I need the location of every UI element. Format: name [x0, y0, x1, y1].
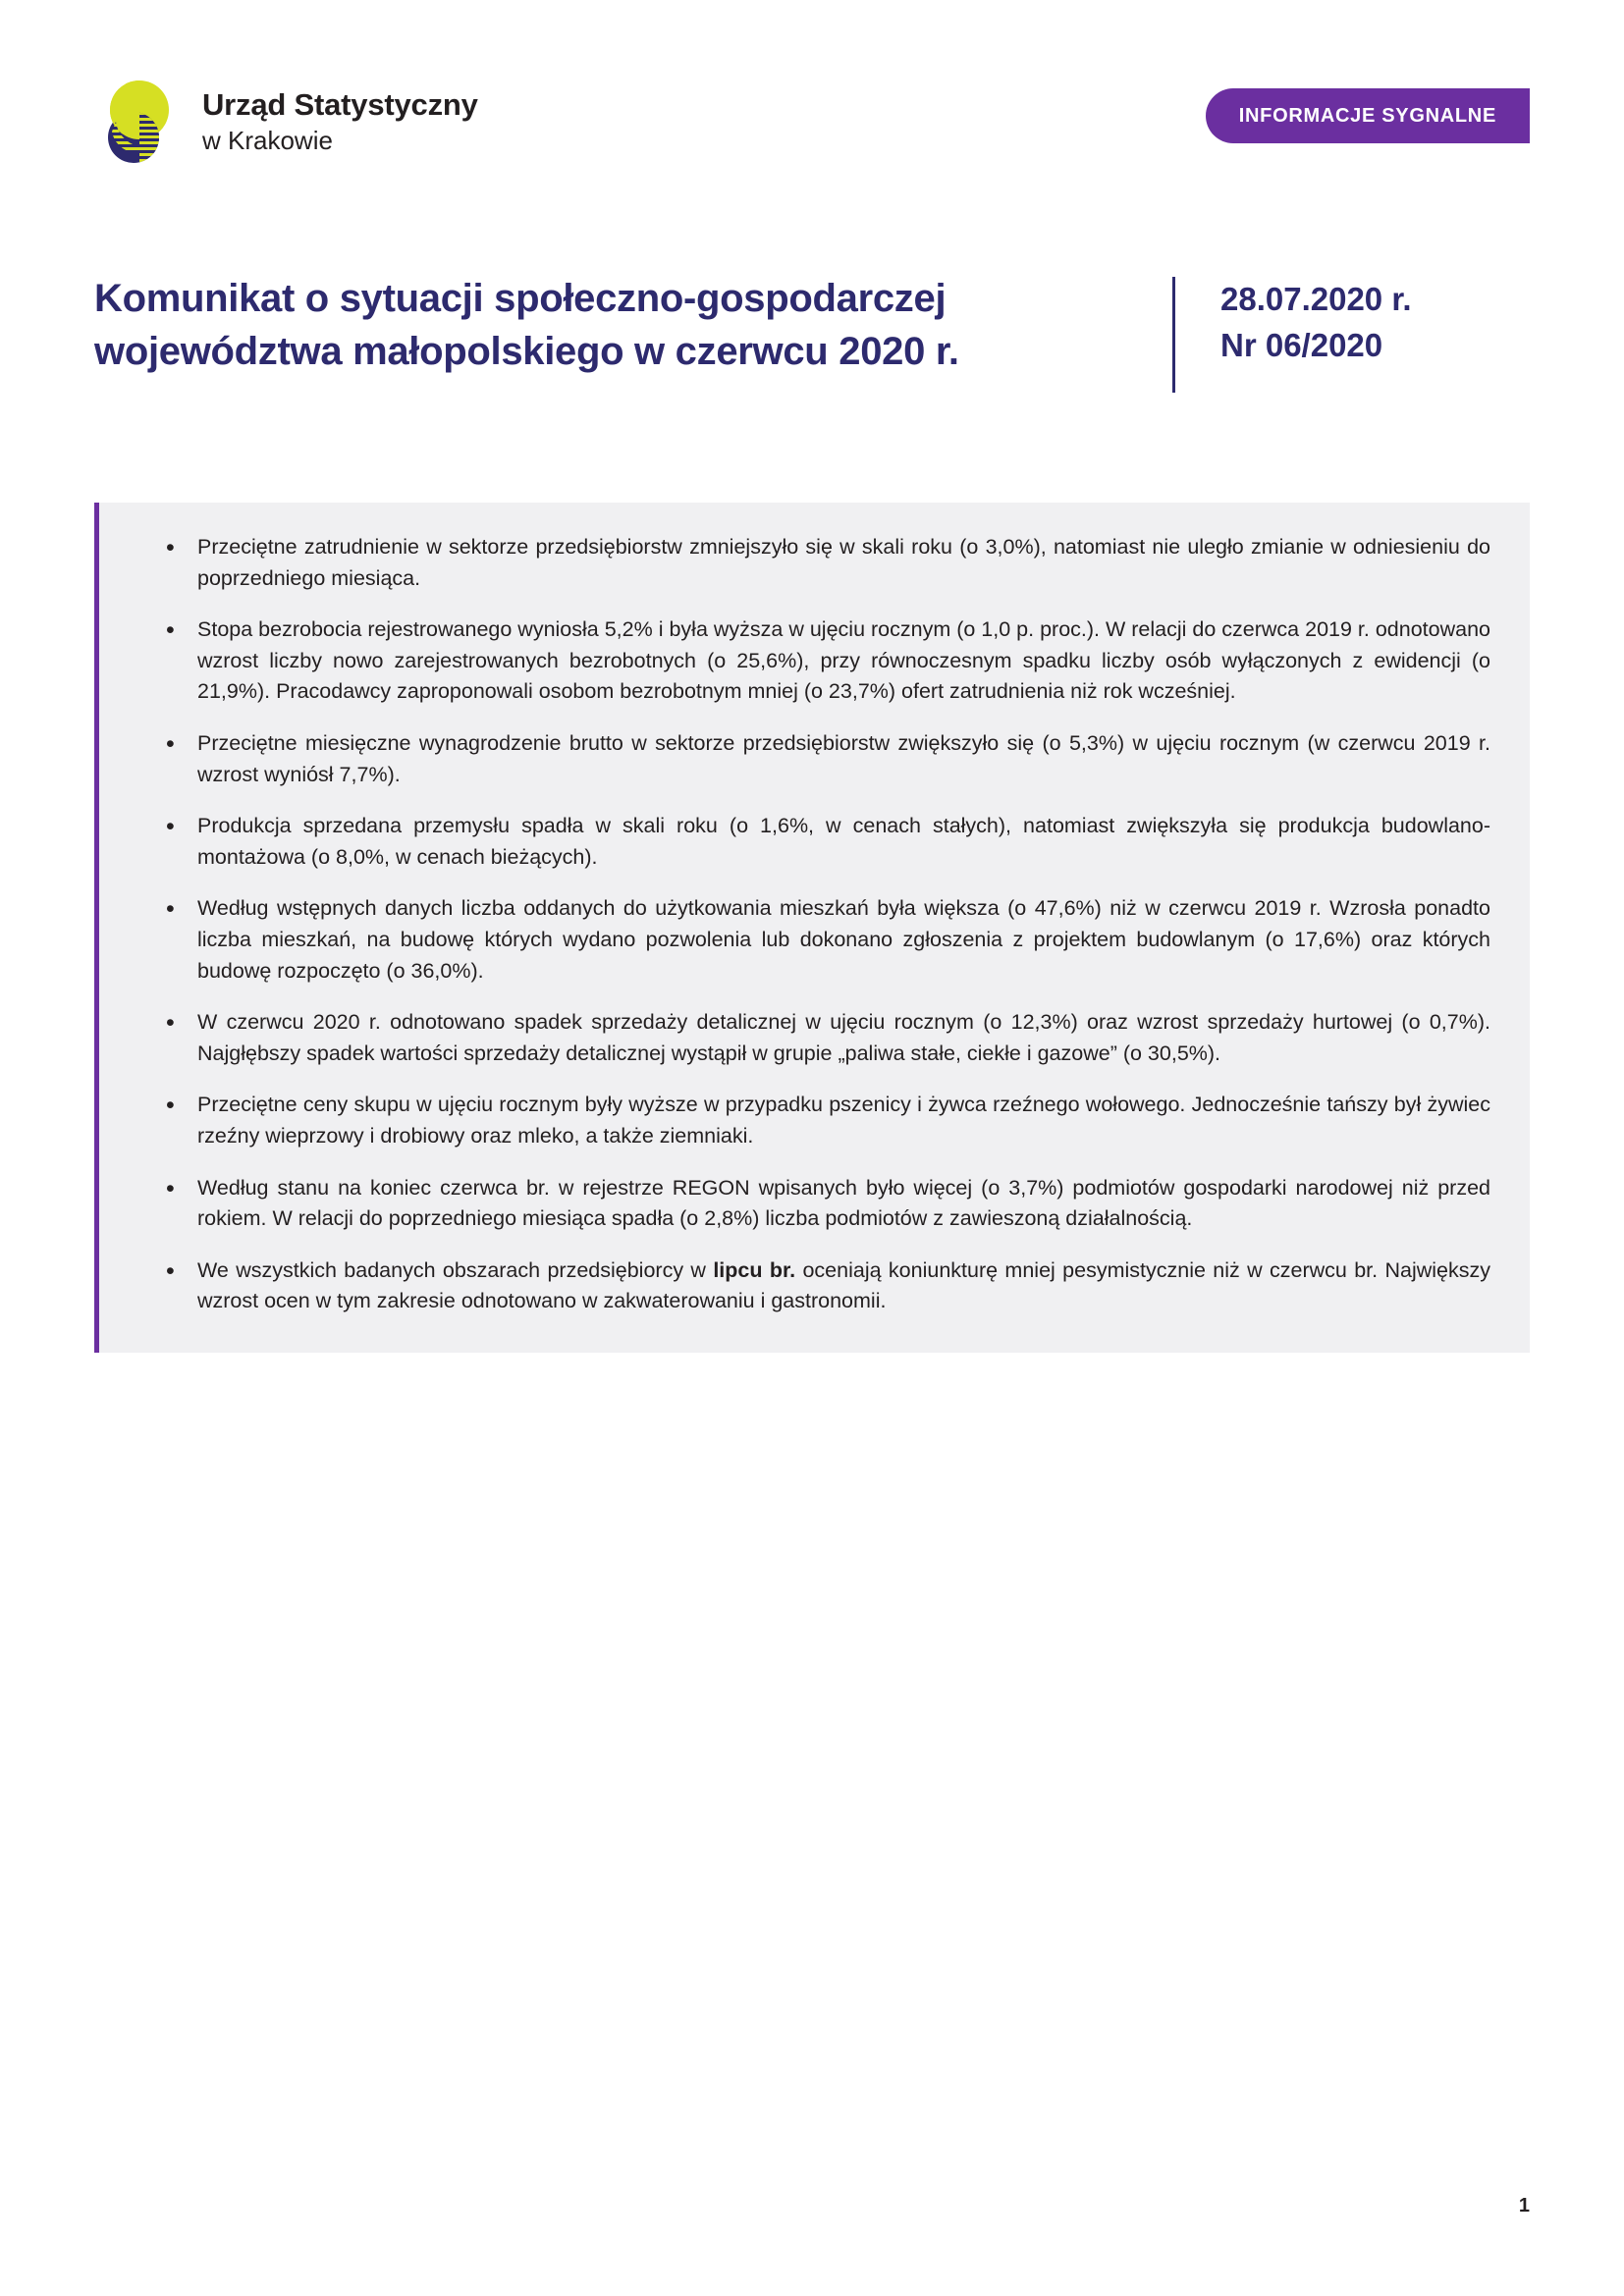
title-row: [94, 273, 1530, 399]
list-item-text-bold: lipcu br.: [713, 1257, 796, 1282]
list-item-text-pre: We wszystkich badanych obszarach przedsiębiorcy w: [197, 1257, 714, 1282]
organization-logo: [94, 77, 478, 167]
list-item: • Według wstępnych danych liczba oddanych do użytkowania mieszkań była większa (o 47,6%) niż w czerwcu 2019 r. Wzrosła ponadto liczba mieszkań, na budowę których wydano pozwolenia lub dokonano zgłoszenia z projektem budowlanym (o 17,6%) oraz których budowę rozpoczęto (o 36,0%).: [133, 893, 1490, 987]
list-item: • Przeciętne miesięczne wynagrodzenie brutto w sektorze przedsiębiorstw zwiększyło się (o 5,3%) w ujęciu rocznym (w czerwcu 2019 r. wzrost wyniósł 7,7%).: [133, 728, 1490, 790]
list-item: • Stopa bezrobocia rejestrowanego wyniosła 5,2% i była wyższa w ujęciu rocznym (o 1,0 p. proc.). W relacji do czerwca 2019 r. odnotowano wzrost liczby nowo zarejestrowanych bezrobotnych (o 25,6%), przy równoczesnym spadku liczby osób wyłączonych z ewidencji (o 21,9%). Pracodawcy zaproponowali osobom bezrobotnym mniej (o 23,7%) ofert zatrudnienia niż rok wcześniej.: [133, 614, 1490, 708]
title-divider: [1172, 277, 1175, 393]
issue-number: Nr 06/2020: [1220, 326, 1383, 363]
page-number: 1: [1518, 2195, 1530, 2216]
logo-line-1: Urząd Statystyczny: [202, 87, 478, 123]
page-title-line-2: województwa małopolskiego w czerwcu 2020 r.: [94, 329, 959, 373]
logo-line-2: w Krakowie: [202, 125, 333, 155]
list-item: • Produkcja sprzedana przemysłu spadła w skali roku (o 1,6%, w cenach stałych), natomiast zwiększyła się produkcja budowlano-montażowa (o 8,0%, w cenach bieżących).: [133, 811, 1490, 873]
us-krakow-logo-icon: [94, 77, 185, 167]
page-header: [94, 77, 1530, 194]
highlights-list: [133, 532, 1490, 1317]
list-item: • W czerwcu 2020 r. odnotowano spadek sprzedaży detalicznej w ujęciu rocznym (o 12,3%) oraz wzrost sprzedaży hurtowej (o 0,7%). Najgłębszy spadek wartości sprzedaży detalicznej wystąpił w grupie „paliwa stałe, ciekłe i gazowe” (o 30,5%).: [133, 1007, 1490, 1069]
list-item: • Przeciętne zatrudnienie w sektorze przedsiębiorstw zmniejszyło się w skali roku (o 3,0%), natomiast nie uległo zmianie w odniesieniu do poprzedniego miesiąca.: [133, 532, 1490, 594]
document-meta: [1220, 273, 1412, 369]
page-title-line-1: Komunikat o sytuacji społeczno-gospodarczej: [94, 277, 947, 320]
publication-date: 28.07.2020 r.: [1220, 281, 1412, 317]
list-item: [133, 1255, 1490, 1317]
page-title: [94, 273, 1164, 378]
list-item: • Przeciętne ceny skupu w ujęciu rocznym były wyższe w przypadku pszenicy i żywca rzeźnego wołowego. Jednocześnie tańszy był żywiec rzeźny wieprzowy i drobiowy oraz mleko, a także ziemniaki.: [133, 1090, 1490, 1151]
highlights-box: [94, 503, 1530, 1353]
list-item-text-post: oceniają koniunkturę mniej pesymistycznie niż w czerwcu br. Największy wzrost ocen w tym zakresie odnotowano w zakwaterowaniu i gastronomii.: [197, 1257, 1490, 1313]
list-item: • Według stanu na koniec czerwca br. w rejestrze REGON wpisanych było więcej (o 3,7%) podmiotów gospodarki narodowej niż przed rokiem. W relacji do poprzedniego miesiąca spadła (o 2,8%) liczba podmiotów z zawieszoną działalnością.: [133, 1173, 1490, 1235]
logo-wordmark: [202, 87, 478, 155]
status-badge: INFORMACJE SYGNALNE: [1206, 88, 1530, 143]
